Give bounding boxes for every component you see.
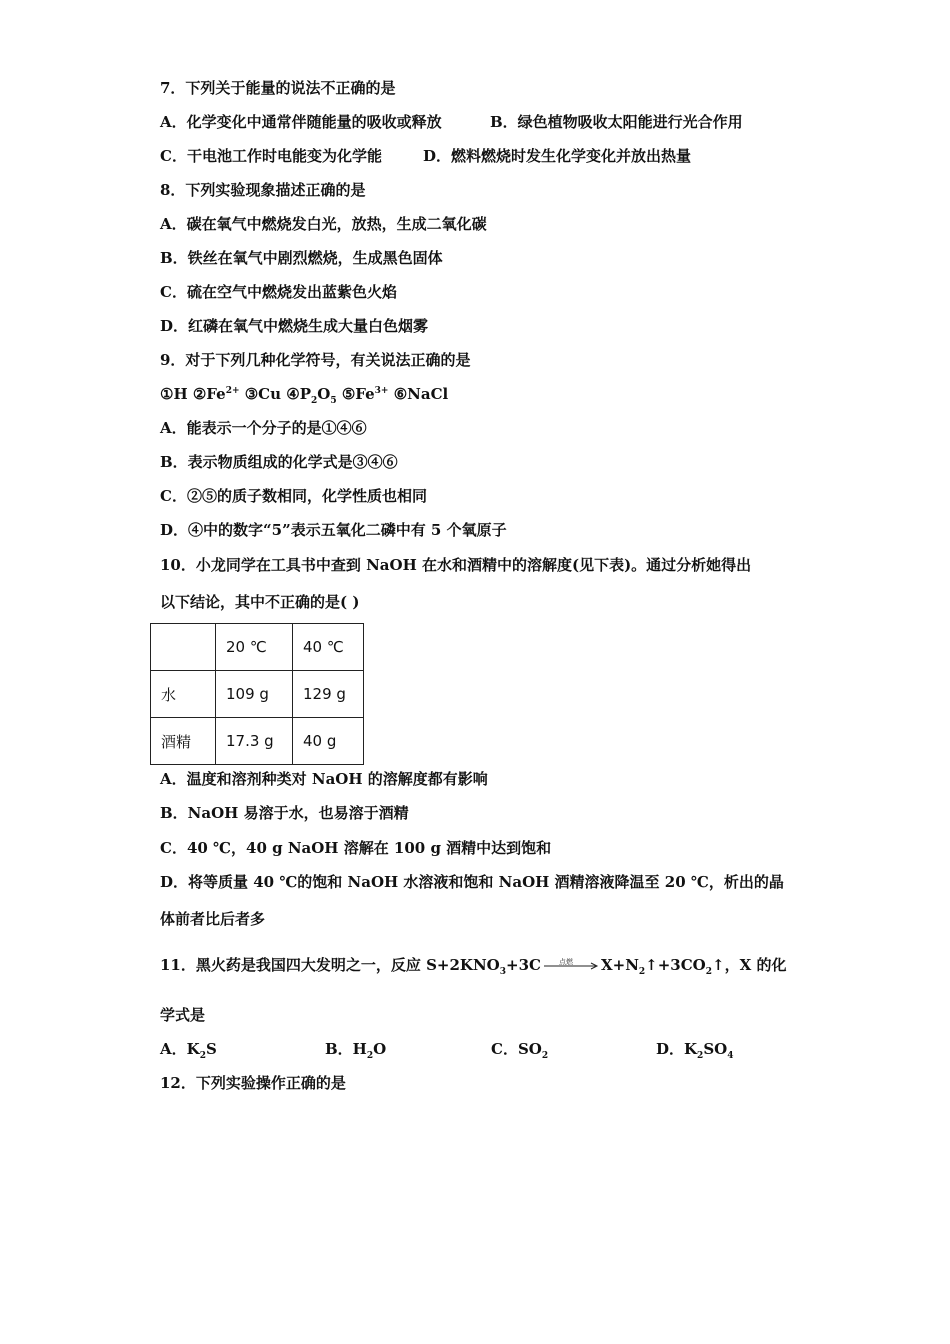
q7-option-c: C．干电池工作时电能变为化学能 bbox=[160, 147, 382, 165]
q8-option-d: D．红磷在氧气中燃烧生成大量白色烟雾 bbox=[160, 317, 429, 335]
q11-option-d-text: SO bbox=[703, 1040, 728, 1058]
q10-option-a: A．温度和溶剂种类对 NaOH 的溶解度都有影响 bbox=[160, 770, 488, 788]
q10-stem-line2: 以下结论，其中不正确的是( ) bbox=[160, 593, 360, 611]
q8-option-c: C．硫在空气中燃烧发出蓝紫色火焰 bbox=[160, 283, 397, 301]
q11-reaction-mid: +3C bbox=[506, 956, 541, 974]
q11-option-c-text: C．SO bbox=[491, 1040, 542, 1058]
q11-option-a-text: A．K bbox=[160, 1040, 200, 1058]
symbol-p2o5-sub2: 5 bbox=[330, 396, 337, 406]
q11-reaction-tail: ↑，X 的化 bbox=[712, 956, 787, 974]
solubility-table bbox=[150, 623, 364, 765]
q10-stem-line1: 10．小龙同学在工具书中查到 NaOH 在水和酒精中的溶解度(见下表)。通过分析她得出 bbox=[160, 556, 752, 574]
table-header-cell: 40 ℃ bbox=[293, 624, 364, 671]
q11-sub: 2 bbox=[638, 967, 646, 977]
q11-stem bbox=[160, 955, 786, 976]
reaction-arrow bbox=[543, 956, 599, 976]
symbol-fe2: ②Fe bbox=[192, 385, 226, 403]
symbol-p2o5-p: ④P bbox=[286, 385, 311, 403]
q11-sub: 2 bbox=[199, 1051, 206, 1061]
q11-sub: 2 bbox=[366, 1051, 374, 1061]
symbol-h: ①H bbox=[160, 385, 188, 403]
q8-stem: 8．下列实验现象描述正确的是 bbox=[160, 181, 366, 199]
arrow-icon bbox=[543, 956, 599, 976]
q10-option-d-line2: 体前者比后者多 bbox=[160, 910, 266, 928]
q11-option-d bbox=[656, 1039, 733, 1059]
table-row bbox=[151, 671, 364, 718]
q11-product-x: X+N bbox=[600, 956, 639, 974]
q11-option-d-text: D．K bbox=[656, 1040, 698, 1058]
symbol-fe2-charge: 2+ bbox=[225, 386, 240, 396]
q7-option-a: A．化学变化中通常伴随能量的吸收或释放 bbox=[160, 113, 442, 131]
table-cell: 109 g bbox=[216, 671, 293, 718]
q11-sub: 2 bbox=[541, 1051, 549, 1061]
q11-stem-line2: 学式是 bbox=[160, 1006, 206, 1024]
q11-sub: 2 bbox=[697, 1051, 704, 1061]
q12-stem: 12．下列实验操作正确的是 bbox=[160, 1074, 346, 1092]
q7-option-d: D．燃料燃烧时发生化学变化并放出热量 bbox=[423, 147, 692, 165]
q10-option-c: C．40 ℃，40 g NaOH 溶解在 100 g 酒精中达到饱和 bbox=[160, 839, 552, 857]
symbol-p2o5-o: O bbox=[317, 385, 331, 403]
q9-option-c: C．②⑤的质子数相同，化学性质也相同 bbox=[160, 487, 427, 505]
q8-option-a: A．碳在氧气中燃烧发白光，放热，生成二氧化碳 bbox=[160, 215, 487, 233]
q11-option-b-text: B．H bbox=[325, 1040, 367, 1058]
q9-option-d: D．④中的数字“5”表示五氧化二磷中有 5 个氧原子 bbox=[160, 521, 507, 539]
table-header-row bbox=[151, 624, 364, 671]
symbol-p2o5-sub1: 2 bbox=[311, 396, 318, 406]
symbol-fe3-charge: 3+ bbox=[374, 386, 389, 396]
table-row bbox=[151, 718, 364, 765]
table-cell: 129 g bbox=[293, 671, 364, 718]
symbol-cu: ③Cu bbox=[244, 385, 282, 403]
q11-option-a-text: S bbox=[205, 1040, 217, 1058]
q7-option-b: B．绿色植物吸收太阳能进行光合作用 bbox=[490, 113, 743, 131]
table-cell: 酒精 bbox=[151, 718, 216, 765]
table-header-cell bbox=[151, 624, 216, 671]
symbol-fe3: ⑤Fe bbox=[341, 385, 375, 403]
reaction-condition: 点燃 bbox=[558, 958, 573, 966]
symbol-nacl: ⑥NaCl bbox=[393, 385, 449, 403]
table-cell: 40 g bbox=[293, 718, 364, 765]
q7-stem: 7．下列关于能量的说法不正确的是 bbox=[160, 79, 396, 97]
q9-option-a: A．能表示一个分子的是①④⑥ bbox=[160, 419, 367, 437]
table-cell: 17.3 g bbox=[216, 718, 293, 765]
q9-option-b: B．表示物质组成的化学式是③④⑥ bbox=[160, 453, 398, 471]
q11-option-c bbox=[491, 1039, 548, 1059]
table-cell: 水 bbox=[151, 671, 216, 718]
q11-option-b bbox=[325, 1039, 386, 1059]
q11-sub: 2 bbox=[705, 967, 713, 977]
q11-option-b-text: O bbox=[373, 1040, 387, 1058]
q10-option-b: B．NaOH 易溶于水，也易溶于酒精 bbox=[160, 804, 409, 822]
q8-option-b: B．铁丝在氧气中剧烈燃烧，生成黑色固体 bbox=[160, 249, 443, 267]
q9-stem: 9．对于下列几种化学符号，有关说法正确的是 bbox=[160, 351, 471, 369]
q11-sub: 4 bbox=[727, 1051, 734, 1061]
q11-reaction-prefix: 11．黑火药是我国四大发明之一，反应 S+2KNO bbox=[160, 956, 500, 974]
q9-symbols bbox=[160, 384, 448, 404]
table-header-cell: 20 ℃ bbox=[216, 624, 293, 671]
q11-option-a bbox=[160, 1039, 217, 1059]
q11-sub: 3 bbox=[499, 967, 507, 977]
q10-option-d-line1: D．将等质量 40 ℃的饱和 NaOH 水溶液和饱和 NaOH 酒精溶液降温至 20 ℃，析出的晶 bbox=[160, 873, 784, 891]
q11-product-co2: ↑+3CO bbox=[645, 956, 706, 974]
